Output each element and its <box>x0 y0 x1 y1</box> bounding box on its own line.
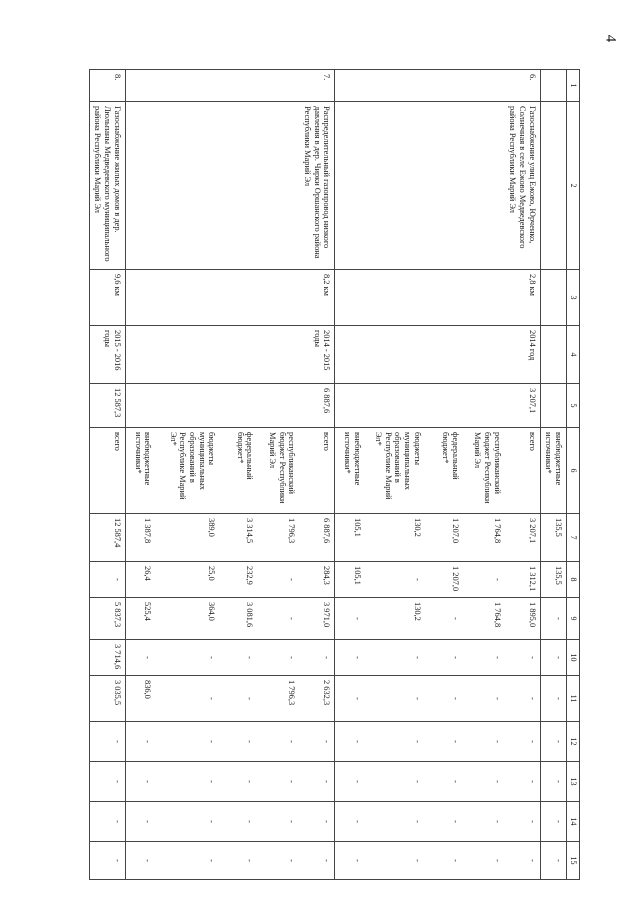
table-cell: федеральный бюджет* <box>425 428 463 514</box>
table-cell: - <box>425 762 463 802</box>
table-cell: - <box>425 598 463 640</box>
table-cell: 3 207,1 <box>505 514 540 562</box>
table-cell <box>125 270 155 326</box>
table-cell: Распределительный газопровод низкого давления в дер. Чирки Оршанского района Республики Марий Эл <box>299 102 334 270</box>
table-cell: - <box>89 802 125 842</box>
table-cell: 12 587,4 <box>89 514 125 562</box>
table-cell: 12 587,3 <box>89 384 125 428</box>
table-cell: 1 796,3 <box>257 676 299 722</box>
table-cell: - <box>505 762 540 802</box>
table-row <box>155 70 219 880</box>
table-cell: - <box>505 676 540 722</box>
table-cell: Газоснабжение жилых домов в дер. Люльпаны Медведевского муниципального района Республики Марий Эл <box>89 102 125 270</box>
table-cell: - <box>219 762 257 802</box>
table-cell: 8. <box>89 70 125 102</box>
table-cell: 2,8 км <box>505 270 540 326</box>
table-cell: 105,1 <box>335 514 365 562</box>
table-cell: - <box>463 762 505 802</box>
table-cell: - <box>299 762 334 802</box>
table-cell: - <box>125 842 155 880</box>
table-cell <box>335 270 365 326</box>
table-cell: - <box>463 722 505 762</box>
table-cell: - <box>425 676 463 722</box>
table-cell: 25,0 <box>155 562 219 598</box>
table-cell <box>257 70 299 102</box>
table-cell: - <box>335 762 365 802</box>
table-cell: республиканский бюджет Республики Марий Эл <box>463 428 505 514</box>
column-header: 5 <box>567 384 580 428</box>
table-cell <box>365 70 425 102</box>
table-cell: 1 895,0 <box>505 598 540 640</box>
table-row <box>89 70 125 880</box>
table-cell: - <box>365 722 425 762</box>
table-cell: - <box>219 722 257 762</box>
table-cell: 364,0 <box>155 598 219 640</box>
table-cell <box>425 70 463 102</box>
table-cell: - <box>540 640 566 676</box>
table-cell: - <box>365 640 425 676</box>
table-cell: 389,0 <box>155 514 219 562</box>
table-row <box>125 70 155 880</box>
table-cell <box>155 384 219 428</box>
column-header: 2 <box>567 102 580 270</box>
table-cell: - <box>365 562 425 598</box>
table-cell: 284,3 <box>299 562 334 598</box>
table-cell: 135,5 <box>540 514 566 562</box>
table-cell: - <box>155 676 219 722</box>
table-cell: - <box>335 842 365 880</box>
column-number-row <box>567 70 580 880</box>
table-cell <box>257 270 299 326</box>
table-cell <box>540 270 566 326</box>
table-cell: - <box>335 676 365 722</box>
table-cell <box>155 70 219 102</box>
table-cell: 26,4 <box>125 562 155 598</box>
table-cell <box>425 102 463 270</box>
table-cell: - <box>425 722 463 762</box>
table-cell <box>540 70 566 102</box>
table-cell: всего <box>299 428 334 514</box>
table-row <box>425 70 463 880</box>
table-cell: федеральный бюджет* <box>219 428 257 514</box>
table-cell: 1 207,0 <box>425 562 463 598</box>
table-cell <box>540 384 566 428</box>
table-cell: 8,2 км <box>299 270 334 326</box>
table-cell: 3 207,1 <box>505 384 540 428</box>
table-cell: - <box>125 762 155 802</box>
table-cell: 9,6 км <box>89 270 125 326</box>
table-cell: 2014 - 2015 годы <box>299 326 334 384</box>
table-cell: Газоснабжение улиц Ежово, Юрченко, Солнечная в селе Ежово Медведевского района Республики Марий Эл <box>505 102 540 270</box>
table-cell <box>155 102 219 270</box>
table-cell: - <box>540 762 566 802</box>
table-cell <box>425 326 463 384</box>
table-cell <box>463 70 505 102</box>
table-cell: - <box>335 640 365 676</box>
column-header: 14 <box>567 802 580 842</box>
table-cell: - <box>540 598 566 640</box>
table-cell <box>425 270 463 326</box>
table-cell: - <box>505 802 540 842</box>
table-cell <box>365 326 425 384</box>
table-cell: бюджеты муниципальных образований в Республике Марий Эл* <box>155 428 219 514</box>
table-cell <box>365 270 425 326</box>
column-header: 9 <box>567 598 580 640</box>
table-cell: - <box>505 640 540 676</box>
table-cell <box>365 102 425 270</box>
column-header: 4 <box>567 326 580 384</box>
table-cell <box>425 384 463 428</box>
table-cell: - <box>257 722 299 762</box>
column-header: 3 <box>567 270 580 326</box>
table-cell <box>125 102 155 270</box>
table-cell <box>219 384 257 428</box>
column-header: 1 <box>567 70 580 102</box>
table-cell: - <box>155 802 219 842</box>
table-cell: 2015 - 2016 годы <box>89 326 125 384</box>
table-cell: 1 764,8 <box>463 514 505 562</box>
column-header: 7 <box>567 514 580 562</box>
table-cell: внебюджетные источники* <box>335 428 365 514</box>
column-header: 15 <box>567 842 580 880</box>
table-cell: 1 387,8 <box>125 514 155 562</box>
table-cell: 3 714,6 <box>89 640 125 676</box>
table-cell: внебюджетные источники* <box>125 428 155 514</box>
table-cell <box>365 384 425 428</box>
table-cell <box>257 384 299 428</box>
table-cell: - <box>463 562 505 598</box>
table-cell: - <box>365 842 425 880</box>
column-header: 8 <box>567 562 580 598</box>
table-cell: - <box>125 802 155 842</box>
table-body <box>89 70 566 880</box>
table-cell: - <box>540 802 566 842</box>
table-cell: - <box>505 842 540 880</box>
table-cell <box>155 326 219 384</box>
table-cell: - <box>257 598 299 640</box>
table-cell: 5 837,3 <box>89 598 125 640</box>
table-cell: - <box>257 802 299 842</box>
table-cell: бюджеты муниципальных образований в Республике Марий Эл* <box>365 428 425 514</box>
table-cell: 232,9 <box>219 562 257 598</box>
table-cell: 1 796,3 <box>257 514 299 562</box>
table-cell <box>463 270 505 326</box>
table-cell: - <box>155 722 219 762</box>
table-cell: - <box>463 676 505 722</box>
table-cell: 525,4 <box>125 598 155 640</box>
table-cell: - <box>365 676 425 722</box>
table-cell: - <box>463 640 505 676</box>
table-cell <box>219 70 257 102</box>
column-header: 12 <box>567 722 580 762</box>
table-cell: - <box>125 640 155 676</box>
table-cell: - <box>299 722 334 762</box>
table-cell: 1 207,0 <box>425 514 463 562</box>
program-table <box>89 69 580 880</box>
page-number: 4 <box>602 34 619 43</box>
table-row <box>335 70 365 880</box>
table-row <box>365 70 425 880</box>
table-cell: - <box>89 722 125 762</box>
table-cell: 836,0 <box>125 676 155 722</box>
table-cell: 3 971,0 <box>299 598 334 640</box>
table-cell: - <box>257 842 299 880</box>
table-cell <box>125 326 155 384</box>
table-cell <box>335 70 365 102</box>
table-cell: - <box>540 842 566 880</box>
table-cell: 3 081,6 <box>219 598 257 640</box>
column-header: 6 <box>567 428 580 514</box>
table-cell: - <box>335 722 365 762</box>
table-row <box>463 70 505 880</box>
table-cell: - <box>540 676 566 722</box>
table-row <box>540 70 566 880</box>
table-cell: внебюджетные источники* <box>540 428 566 514</box>
table-cell: - <box>299 802 334 842</box>
table-cell: - <box>299 842 334 880</box>
table-cell: - <box>155 640 219 676</box>
table-cell <box>335 102 365 270</box>
table-cell <box>335 326 365 384</box>
table-cell <box>463 384 505 428</box>
table-cell: 3 314,5 <box>219 514 257 562</box>
table-cell <box>155 270 219 326</box>
table-cell: - <box>155 762 219 802</box>
table-cell: 6 887,6 <box>299 384 334 428</box>
table-cell: - <box>219 676 257 722</box>
table-cell: - <box>463 842 505 880</box>
table-cell: 130,2 <box>365 598 425 640</box>
table-cell: 2014 год <box>505 326 540 384</box>
table-cell <box>219 102 257 270</box>
table-cell: - <box>505 722 540 762</box>
table-cell: 2 632,3 <box>299 676 334 722</box>
table-cell: - <box>219 640 257 676</box>
table-cell: 6. <box>505 70 540 102</box>
table-cell: - <box>155 842 219 880</box>
rotated-sheet <box>60 69 580 879</box>
table-cell: - <box>219 802 257 842</box>
table-cell: - <box>463 802 505 842</box>
table-cell: - <box>89 842 125 880</box>
table-row <box>299 70 334 880</box>
table-cell: - <box>540 722 566 762</box>
table-cell: 6 887,6 <box>299 514 334 562</box>
table-cell: 1 312,1 <box>505 562 540 598</box>
table-cell <box>257 102 299 270</box>
table-cell <box>219 326 257 384</box>
table-cell <box>125 70 155 102</box>
table-cell <box>463 326 505 384</box>
table-row <box>219 70 257 880</box>
column-header: 11 <box>567 676 580 722</box>
table-cell: - <box>335 598 365 640</box>
table-cell <box>219 270 257 326</box>
table-cell: республиканский бюджет Республики Марий Эл <box>257 428 299 514</box>
column-header: 10 <box>567 640 580 676</box>
table-cell <box>463 102 505 270</box>
table-cell: - <box>425 640 463 676</box>
table-cell: всего <box>505 428 540 514</box>
table-cell: 3 035,5 <box>89 676 125 722</box>
table-cell: 135,5 <box>540 562 566 598</box>
table-cell: - <box>299 640 334 676</box>
table-cell <box>540 326 566 384</box>
table-cell: всего <box>89 428 125 514</box>
table-cell: 7. <box>299 70 334 102</box>
table-cell: - <box>257 762 299 802</box>
table-cell <box>540 102 566 270</box>
table-cell: - <box>257 562 299 598</box>
table-cell <box>335 384 365 428</box>
column-header: 13 <box>567 762 580 802</box>
table-cell: - <box>365 762 425 802</box>
table-cell: - <box>335 802 365 842</box>
table-cell: - <box>219 842 257 880</box>
table-cell: - <box>425 842 463 880</box>
table-cell: 130,2 <box>365 514 425 562</box>
table-cell: - <box>89 562 125 598</box>
table-cell: 1 764,8 <box>463 598 505 640</box>
table-cell: 105,1 <box>335 562 365 598</box>
table-row <box>257 70 299 880</box>
table-cell: - <box>125 722 155 762</box>
table-cell <box>125 384 155 428</box>
table-cell: - <box>257 640 299 676</box>
table-cell: - <box>89 762 125 802</box>
table-row <box>505 70 540 880</box>
table-cell <box>257 326 299 384</box>
table-cell: - <box>365 802 425 842</box>
table-cell: - <box>425 802 463 842</box>
